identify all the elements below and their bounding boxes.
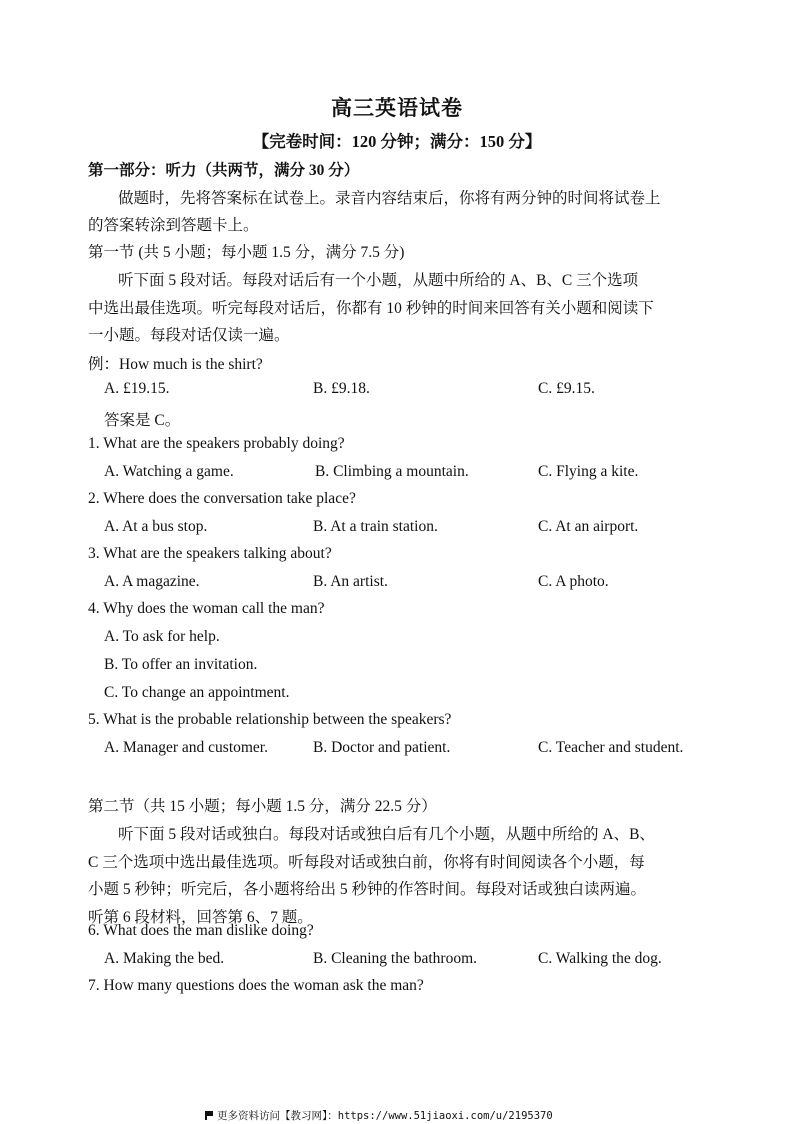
q2-option-b: B. At a train station. [313, 518, 438, 535]
q1-option-b: B. Climbing a mountain. [315, 463, 469, 480]
q5-option-b: B. Doctor and patient. [313, 739, 451, 756]
q5-option-a: A. Manager and customer. [104, 739, 268, 756]
question-5: 5. What is the probable relationship between the speakers? [88, 711, 452, 728]
example-option-c: C. £9.15. [538, 380, 595, 397]
section2-instr-line1: 听下面 5 段对话或独白。每段对话或独白后有几个小题，从题中所给的 A、B、 [118, 826, 655, 843]
exam-subtitle: 【完卷时间：120 分钟；满分：150 分】 [252, 132, 542, 151]
example-option-a: A. £19.15. [104, 380, 170, 397]
q3-option-b: B. An artist. [313, 573, 388, 590]
part1-heading: 第一部分：听力（共两节，满分 30 分） [88, 162, 360, 179]
q1-option-c: C. Flying a kite. [538, 463, 639, 480]
part1-intro-line1: 做题时，先将答案标在试卷上。录音内容结束后，你将有两分钟的时间将试卷上 [118, 190, 661, 207]
section2-instr-line3: 小题 5 秒钟；听完后，各小题将给出 5 秒钟的作答时间。每段对话或独白读两遍。 [88, 881, 647, 898]
section2-material: 听第 6 段材料，回答第 6、7 题。 [88, 909, 313, 926]
q6-option-a: A. Making the bed. [104, 950, 225, 967]
q2-option-a: A. At a bus stop. [104, 518, 208, 535]
footer-text: 更多资料访问【教习网】：https://www.51jiaoxi.com/u/2195370 [217, 1110, 553, 1122]
q1-option-a: A. Watching a game. [104, 463, 234, 480]
section1-instr-line1: 听下面 5 段对话。每段对话后有一个小题，从题中所给的 A、B、C 三个选项 [118, 272, 639, 289]
section1-instr-line3: 一小题。每段对话仅读一遍。 [88, 327, 290, 344]
q4-option-a: A. To ask for help. [104, 628, 220, 645]
q6-option-b: B. Cleaning the bathroom. [313, 950, 478, 967]
section2-instr-line2: C 三个选项中选出最佳选项。听每段对话或独白前，你将有时间阅读各个小题，每 [88, 854, 645, 871]
part1-intro-line2: 的答案转涂到答题卡上。 [88, 217, 259, 234]
q6-option-c: C. Walking the dog. [538, 950, 662, 967]
question-7: 7. How many questions does the woman ask the man? [88, 977, 424, 994]
section1-heading: 第一节 (共 5 小题；每小题 1.5 分，满分 7.5 分) [88, 244, 405, 261]
q3-option-c: C. A photo. [538, 573, 609, 590]
example-question: 例：How much is the shirt? [88, 356, 263, 373]
flag-icon [205, 1111, 213, 1120]
section1-instr-line2: 中选出最佳选项。听完每段对话后，你都有 10 秒钟的时间来回答有关小题和阅读下 [88, 300, 654, 317]
question-1: 1. What are the speakers probably doing? [88, 435, 345, 452]
q3-option-a: A. A magazine. [104, 573, 200, 590]
section2-heading: 第二节（共 15 小题；每小题 1.5 分，满分 22.5 分） [88, 798, 437, 815]
question-2: 2. Where does the conversation take place? [88, 490, 356, 507]
example-option-b: B. £9.18. [313, 380, 370, 397]
footer-link[interactable] [205, 1108, 553, 1123]
example-answer: 答案是 C。 [104, 412, 181, 429]
q4-option-c: C. To change an appointment. [104, 684, 290, 701]
q4-option-b: B. To offer an invitation. [104, 656, 258, 673]
question-3: 3. What are the speakers talking about? [88, 545, 332, 562]
q2-option-c: C. At an airport. [538, 518, 639, 535]
question-4: 4. Why does the woman call the man? [88, 600, 325, 617]
q5-option-c: C. Teacher and student. [538, 739, 684, 756]
question-6: 6. What does the man dislike doing? [88, 922, 314, 939]
exam-title: 高三英语试卷 [331, 96, 463, 120]
